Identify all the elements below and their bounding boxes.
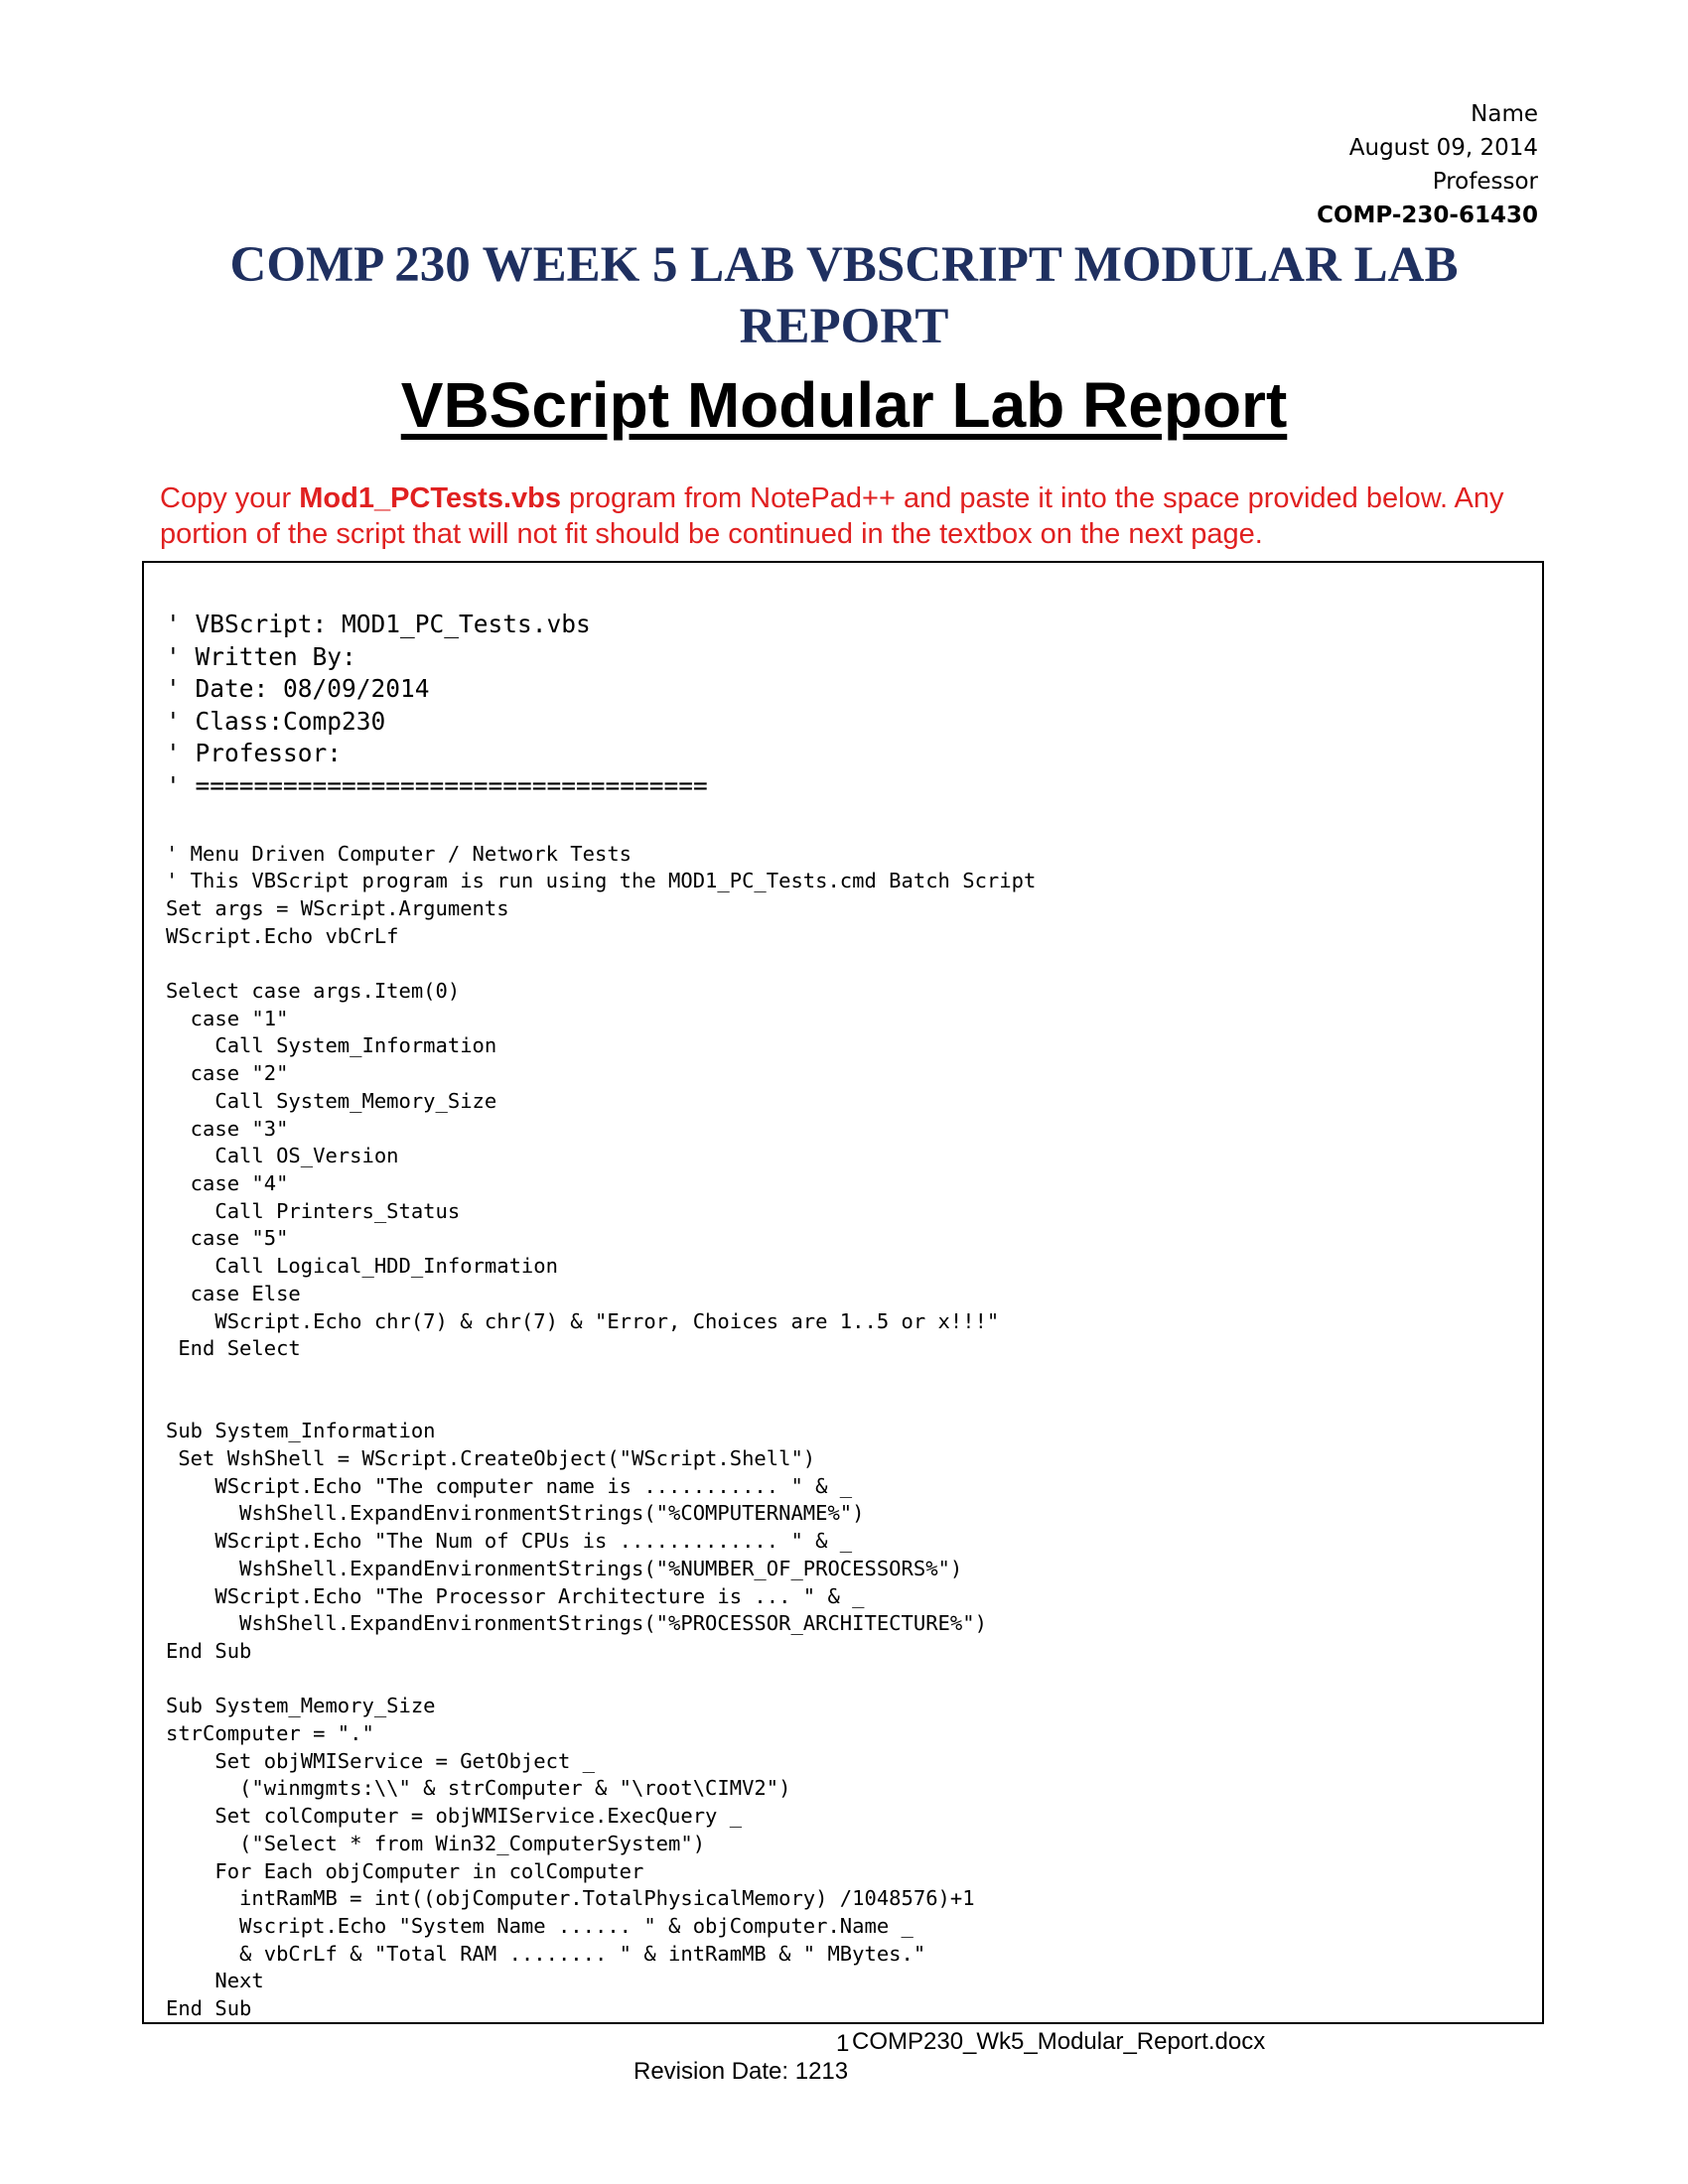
code-line: Call Logical_HDD_Information xyxy=(166,1254,558,1279)
code-line xyxy=(166,1666,1036,1694)
code-line: ' Written By: xyxy=(166,641,356,671)
instructions-after: program from NotePad++ and paste it into the space provided below. Any portion of the script that will not fit should be continued in the textbox on the next page. xyxy=(160,482,1504,550)
code-line: Call System_Memory_Size xyxy=(166,1088,497,1113)
code-line: WScript.Echo "The Processor Architecture is ... " & _ xyxy=(166,1583,865,1608)
code-line: Call OS_Version xyxy=(166,1144,399,1168)
code-line: ' Date: 08/09/2014 xyxy=(166,674,430,704)
instructions-filename: Mod1_PCTests.vbs xyxy=(299,482,561,514)
professor-name: Professor xyxy=(1432,169,1538,195)
code-line: WScript.Echo "The computer name is ........... " & _ xyxy=(166,1473,853,1498)
code-line: & vbCrLf & "Total RAM ........ " & intRamMB & " MBytes." xyxy=(166,1941,926,1966)
code-line: ' Class:Comp230 xyxy=(166,706,386,736)
footer-filename: COMP230_Wk5_Modular_Report.docx xyxy=(852,2028,1266,2055)
code-line: Next xyxy=(166,1969,264,1993)
instructions xyxy=(160,480,1570,552)
code-line: End Sub xyxy=(166,1638,252,1663)
code-line xyxy=(166,1363,1036,1391)
course-code: COMP-230-61430 xyxy=(1317,203,1538,228)
code-line: ' Professor: xyxy=(166,739,343,768)
code-line: WshShell.ExpandEnvironmentStrings("%PROCESSOR_ARCHITECTURE%") xyxy=(166,1611,987,1636)
code-line: strComputer = "." xyxy=(166,1721,374,1746)
code-line: ("Select * from Win32_ComputerSystem") xyxy=(166,1831,706,1855)
code-line: case Else xyxy=(166,1281,301,1305)
code-line: Set colComputer = objWMIService.ExecQuery _ xyxy=(166,1804,743,1829)
code-line: WScript.Echo "The Num of CPUs is ............. " & _ xyxy=(166,1529,853,1554)
report-date: August 09, 2014 xyxy=(1348,135,1538,161)
code-textbox[interactable] xyxy=(142,561,1544,2024)
footer-page-number: 1 xyxy=(836,2030,850,2057)
instructions-before: Copy your xyxy=(160,482,300,514)
code-line: ' Menu Driven Computer / Network Tests xyxy=(166,841,632,866)
code-line: ' =================================== xyxy=(166,770,708,800)
code-header-lines xyxy=(166,609,1036,803)
code-line: End Sub xyxy=(166,1996,252,2021)
code-line: case "2" xyxy=(166,1061,289,1086)
code-line: WScript.Echo vbCrLf xyxy=(166,923,399,948)
code-line: case "3" xyxy=(166,1116,289,1141)
code-line: Set objWMIService = GetObject _ xyxy=(166,1748,595,1773)
code-line: ' VBScript: MOD1_PC_Tests.vbs xyxy=(166,610,591,638)
document-title: COMP 230 WEEK 5 LAB VBSCRIPT MODULAR LAB REPORT xyxy=(229,237,1459,354)
code-line: Sub System_Memory_Size xyxy=(166,1694,436,1718)
code-line: End Select xyxy=(166,1336,301,1361)
code-line: case "4" xyxy=(166,1171,289,1195)
code-line: intRamMB = int((objComputer.TotalPhysicalMemory) /1048576)+1 xyxy=(166,1886,975,1911)
header-block xyxy=(1317,97,1538,232)
code-line: Select case args.Item(0) xyxy=(166,979,461,1004)
code-line: Call System_Information xyxy=(166,1033,497,1058)
document-subtitle: VBScript Modular Lab Report xyxy=(400,369,1288,441)
code-line: Call Printers_Status xyxy=(166,1198,461,1223)
code-line: ("winmgmts:\\" & strComputer & "\root\CIMV2") xyxy=(166,1776,791,1801)
code-line: WshShell.ExpandEnvironmentStrings("%COMPUTERNAME%") xyxy=(166,1501,865,1526)
code-body-lines xyxy=(166,841,1036,2023)
code-line: Set WshShell = WScript.CreateObject("WScript.Shell") xyxy=(166,1446,816,1471)
code-listing xyxy=(166,571,1036,2061)
code-line: case "5" xyxy=(166,1226,289,1251)
code-line: WshShell.ExpandEnvironmentStrings("%NUMBER_OF_PROCESSORS%") xyxy=(166,1556,963,1580)
footer-revision: Revision Date: 1213 xyxy=(633,2058,849,2085)
code-line: ' This VBScript program is run using the MOD1_PC_Tests.cmd Batch Script xyxy=(166,869,1037,893)
code-line: Set args = WScript.Arguments xyxy=(166,895,509,920)
code-line: Sub System_Information xyxy=(166,1419,436,1443)
code-line xyxy=(166,1391,1036,1419)
code-line xyxy=(166,950,1036,978)
code-line: case "1" xyxy=(166,1006,289,1030)
code-line: Wscript.Echo "System Name ...... " & objComputer.Name _ xyxy=(166,1913,914,1938)
code-line: WScript.Echo chr(7) & chr(7) & "Error, Choices are 1..5 or x!!!" xyxy=(166,1308,1000,1333)
code-line: For Each objComputer in colComputer xyxy=(166,1858,644,1883)
student-name: Name xyxy=(1471,101,1538,127)
